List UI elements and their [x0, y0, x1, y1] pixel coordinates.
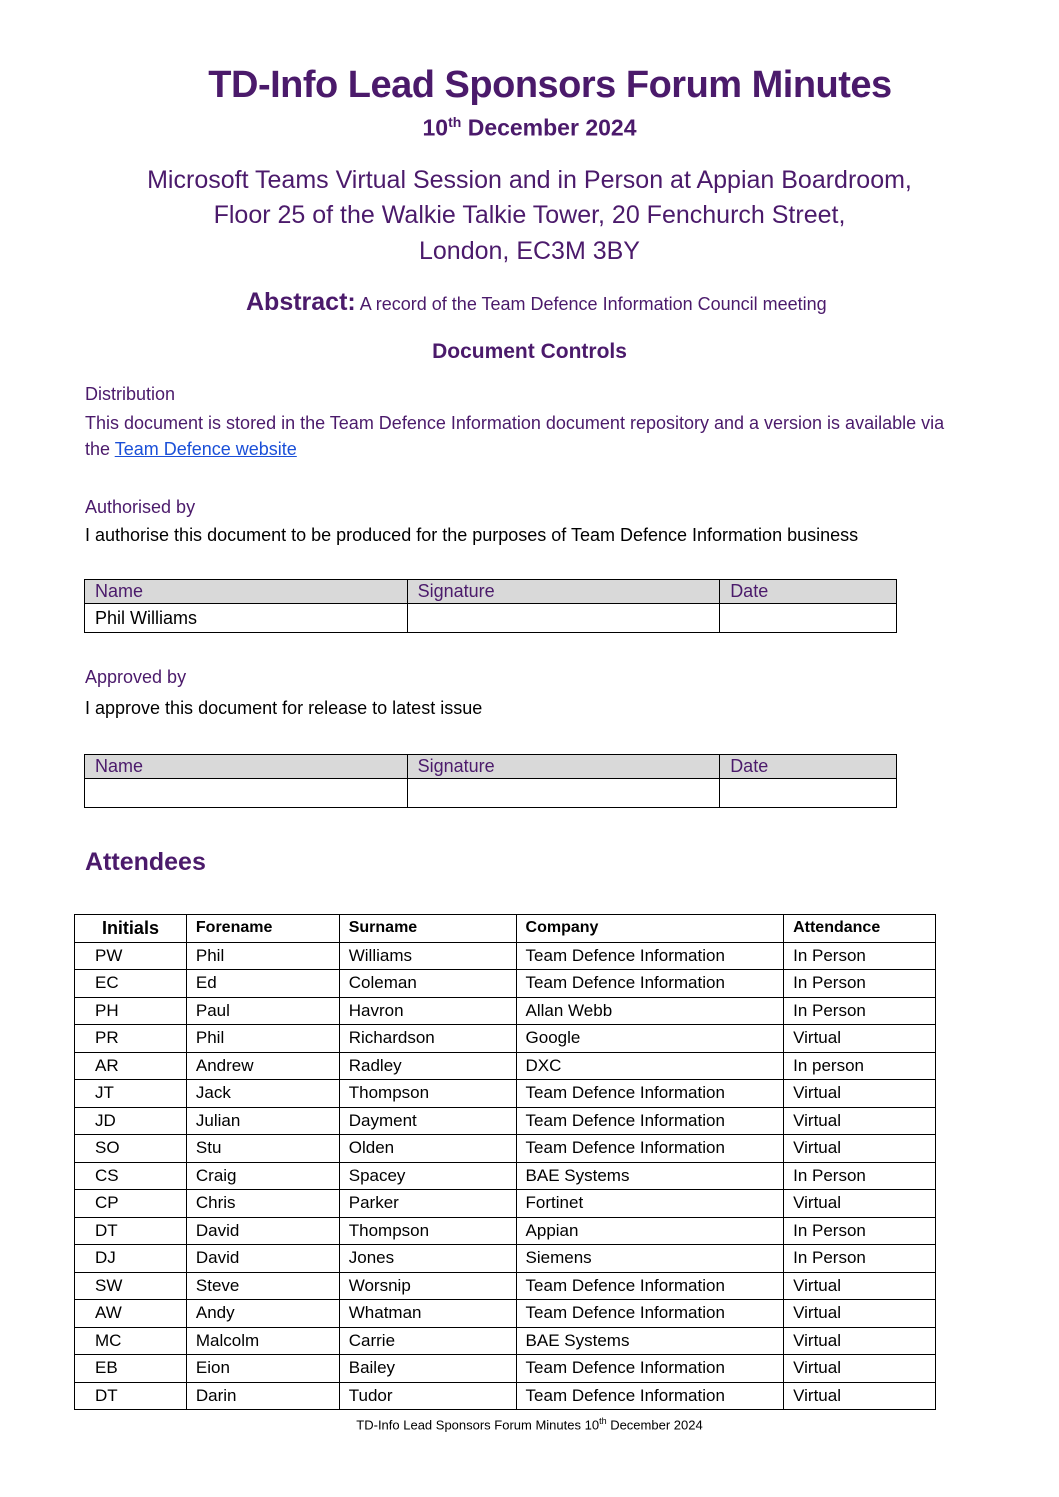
- cell-company: Google: [516, 1025, 784, 1053]
- col-header-company: Company: [516, 915, 784, 943]
- cell-initials: SO: [75, 1135, 187, 1163]
- cell-company: Siemens: [516, 1245, 784, 1273]
- document-title: TD-Info Lead Sponsors Forum Minutes: [208, 64, 892, 106]
- cell-company: DXC: [516, 1052, 784, 1080]
- cell-surname: Thompson: [339, 1217, 516, 1245]
- cell-company: Team Defence Information: [516, 970, 784, 998]
- cell-company: Team Defence Information: [516, 942, 784, 970]
- table-row: [75, 1107, 936, 1135]
- cell-forename: Craig: [186, 1162, 339, 1190]
- meeting-date: 10th December 2024: [422, 114, 637, 141]
- sig-header-name: Name: [85, 580, 408, 604]
- cell-forename: Stu: [186, 1135, 339, 1163]
- sig-header-signature: Signature: [407, 580, 720, 604]
- sig-header-date: Date: [720, 755, 897, 779]
- cell-surname: Tudor: [339, 1382, 516, 1410]
- cell-forename: Phil: [186, 1025, 339, 1053]
- authorised-text: I authorise this document to be produced for the purposes of Team Defence Information business: [85, 525, 859, 545]
- cell-forename: Phil: [186, 942, 339, 970]
- approved-text: I approve this document for release to latest issue: [85, 698, 483, 718]
- cell-company: Appian: [516, 1217, 784, 1245]
- table-row: [75, 1355, 936, 1383]
- table-row: [75, 1300, 936, 1328]
- authorised-label: Authorised by: [85, 497, 196, 517]
- cell-surname: Thompson: [339, 1080, 516, 1108]
- cell-forename: Andrew: [186, 1052, 339, 1080]
- cell-attendance: Virtual: [784, 1300, 936, 1328]
- cell-initials: EB: [75, 1355, 187, 1383]
- cell-forename: Chris: [186, 1190, 339, 1218]
- table-row: [75, 942, 936, 970]
- cell-initials: CP: [75, 1190, 187, 1218]
- approved-signature-table: [84, 754, 897, 808]
- sig-header-signature: Signature: [407, 755, 720, 779]
- cell-initials: AR: [75, 1052, 187, 1080]
- cell-attendance: In Person: [784, 942, 936, 970]
- cell-attendance: Virtual: [784, 1327, 936, 1355]
- cell-company: Team Defence Information: [516, 1300, 784, 1328]
- approved-date: [720, 779, 897, 808]
- cell-initials: DJ: [75, 1245, 187, 1273]
- authorised-signature-table: [84, 579, 897, 633]
- cell-surname: Radley: [339, 1052, 516, 1080]
- col-header-surname: Surname: [339, 915, 516, 943]
- abstract-label: Abstract:: [246, 288, 356, 316]
- cell-attendance: Virtual: [784, 1107, 936, 1135]
- cell-attendance: Virtual: [784, 1272, 936, 1300]
- cell-surname: Parker: [339, 1190, 516, 1218]
- cell-company: Team Defence Information: [516, 1272, 784, 1300]
- cell-initials: DT: [75, 1382, 187, 1410]
- cell-company: Allan Webb: [516, 997, 784, 1025]
- cell-attendance: Virtual: [784, 1080, 936, 1108]
- cell-surname: Carrie: [339, 1327, 516, 1355]
- abstract-text: A record of the Team Defence Information Council meeting: [355, 294, 827, 314]
- distribution-label: Distribution: [85, 384, 176, 404]
- cell-forename: David: [186, 1217, 339, 1245]
- cell-surname: Whatman: [339, 1300, 516, 1328]
- team-defence-website-link[interactable]: Team Defence website: [114, 439, 297, 459]
- cell-forename: Ed: [186, 970, 339, 998]
- col-header-forename: Forename: [186, 915, 339, 943]
- cell-forename: Malcolm: [186, 1327, 339, 1355]
- cell-surname: Worsnip: [339, 1272, 516, 1300]
- location-line-3: London, EC3M 3BY: [419, 237, 640, 265]
- cell-surname: Coleman: [339, 970, 516, 998]
- authorised-name: Phil Williams: [85, 604, 408, 633]
- sig-header-name: Name: [85, 755, 408, 779]
- cell-attendance: In Person: [784, 970, 936, 998]
- cell-forename: Steve: [186, 1272, 339, 1300]
- cell-attendance: In Person: [784, 1162, 936, 1190]
- cell-initials: PW: [75, 942, 187, 970]
- cell-company: BAE Systems: [516, 1162, 784, 1190]
- cell-initials: CS: [75, 1162, 187, 1190]
- table-row: [75, 1327, 936, 1355]
- cell-attendance: Virtual: [784, 1355, 936, 1383]
- cell-initials: JT: [75, 1080, 187, 1108]
- distribution-text: This document is stored in the Team Defence Information document repository and a version is available via the Team Defence website: [85, 413, 945, 459]
- cell-attendance: Virtual: [784, 1190, 936, 1218]
- table-row: [75, 997, 936, 1025]
- cell-surname: Bailey: [339, 1355, 516, 1383]
- document-controls-heading: Document Controls: [432, 340, 627, 363]
- authorised-date: [720, 604, 897, 633]
- table-row: [75, 1162, 936, 1190]
- cell-forename: Eion: [186, 1355, 339, 1383]
- cell-attendance: Virtual: [784, 1135, 936, 1163]
- cell-attendance: In Person: [784, 1245, 936, 1273]
- cell-attendance: In person: [784, 1052, 936, 1080]
- cell-company: Team Defence Information: [516, 1135, 784, 1163]
- cell-initials: AW: [75, 1300, 187, 1328]
- cell-forename: Andy: [186, 1300, 339, 1328]
- cell-company: Team Defence Information: [516, 1382, 784, 1410]
- table-row: [75, 1382, 936, 1410]
- cell-initials: SW: [75, 1272, 187, 1300]
- authorised-signature: [407, 604, 720, 633]
- table-row: [75, 1217, 936, 1245]
- cell-company: BAE Systems: [516, 1327, 784, 1355]
- table-row: [75, 1025, 936, 1053]
- attendees-table-body: [75, 942, 936, 1410]
- cell-surname: Havron: [339, 997, 516, 1025]
- cell-initials: MC: [75, 1327, 187, 1355]
- col-header-attendance: Attendance: [784, 915, 936, 943]
- cell-company: Fortinet: [516, 1190, 784, 1218]
- cell-attendance: Virtual: [784, 1382, 936, 1410]
- table-row: [75, 1080, 936, 1108]
- cell-initials: PR: [75, 1025, 187, 1053]
- cell-forename: David: [186, 1245, 339, 1273]
- cell-forename: Darin: [186, 1382, 339, 1410]
- abstract: [246, 288, 827, 317]
- table-row: [75, 1052, 936, 1080]
- approved-label: Approved by: [85, 667, 187, 687]
- cell-attendance: In Person: [784, 997, 936, 1025]
- cell-initials: EC: [75, 970, 187, 998]
- table-row: [75, 1135, 936, 1163]
- cell-surname: Spacey: [339, 1162, 516, 1190]
- table-row: [75, 970, 936, 998]
- cell-surname: Olden: [339, 1135, 516, 1163]
- cell-company: Team Defence Information: [516, 1355, 784, 1383]
- approved-name: [85, 779, 408, 808]
- cell-attendance: In Person: [784, 1217, 936, 1245]
- approved-signature: [407, 779, 720, 808]
- location-line-1: Microsoft Teams Virtual Session and in Person at Appian Boardroom,: [147, 166, 912, 194]
- cell-company: Team Defence Information: [516, 1107, 784, 1135]
- table-row: [75, 1245, 936, 1273]
- cell-surname: Dayment: [339, 1107, 516, 1135]
- table-row: [75, 1190, 936, 1218]
- cell-initials: DT: [75, 1217, 187, 1245]
- cell-company: Team Defence Information: [516, 1080, 784, 1108]
- cell-initials: PH: [75, 997, 187, 1025]
- cell-surname: Williams: [339, 942, 516, 970]
- table-row: [75, 1272, 936, 1300]
- attendees-table: [74, 914, 936, 1410]
- attendees-heading: Attendees: [85, 848, 206, 876]
- cell-forename: Julian: [186, 1107, 339, 1135]
- cell-surname: Richardson: [339, 1025, 516, 1053]
- location-line-2: Floor 25 of the Walkie Talkie Tower, 20 Fenchurch Street,: [213, 201, 846, 229]
- cell-surname: Jones: [339, 1245, 516, 1273]
- cell-forename: Jack: [186, 1080, 339, 1108]
- cell-initials: JD: [75, 1107, 187, 1135]
- cell-attendance: Virtual: [784, 1025, 936, 1053]
- sig-header-date: Date: [720, 580, 897, 604]
- cell-forename: Paul: [186, 997, 339, 1025]
- page-footer: TD-Info Lead Sponsors Forum Minutes 10th December 2024: [356, 1416, 703, 1433]
- col-header-initials: Initials: [75, 915, 187, 943]
